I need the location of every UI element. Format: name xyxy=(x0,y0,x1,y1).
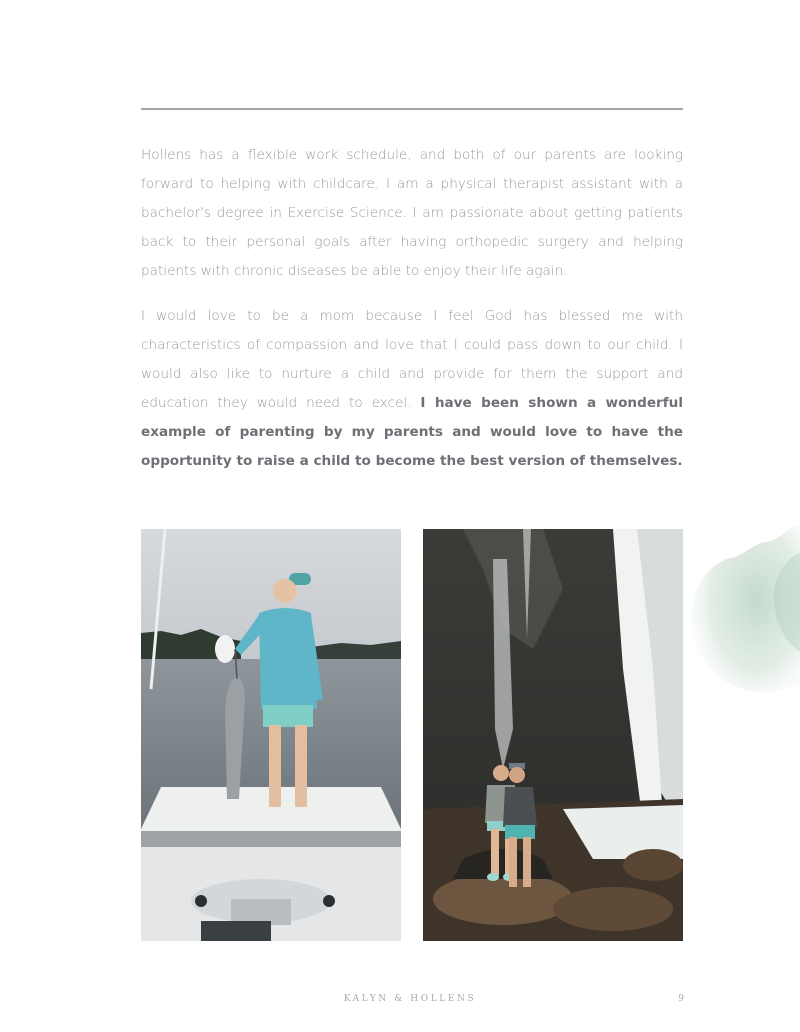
page-number: 9 xyxy=(678,994,684,1004)
watercolor-decoration xyxy=(682,522,800,698)
paragraph-1: Hollens has a flexible work schedule, and both of our parents are looking forward to helping with childcare. I am a physical therapist assistant with a bachelor's degree in Exercise Science. I am passionate about getting patients back to their personal goals after having orthopedic surgery and helping patients with chronic diseases be able to enjoy their life again. xyxy=(141,147,683,279)
paragraph-2-bold: I have been shown a wonderful example of parenting by my parents and would love to have the opportunity to raise a child to become the best version of themselves. xyxy=(141,395,684,469)
paragraph-2 xyxy=(141,302,683,476)
fishing-photo xyxy=(141,529,401,941)
footer-names: KALYN & HOLLENS xyxy=(343,994,477,1004)
waterfall-photo xyxy=(423,529,683,941)
paragraph-2-regular: I would love to be a mom because I feel God has blessed me with characteristics of compassion and love that I could pass down to our child. I would also like to nurture a child and provide for them the support and education they would need to excel. xyxy=(141,308,683,411)
header-divider xyxy=(141,108,683,110)
